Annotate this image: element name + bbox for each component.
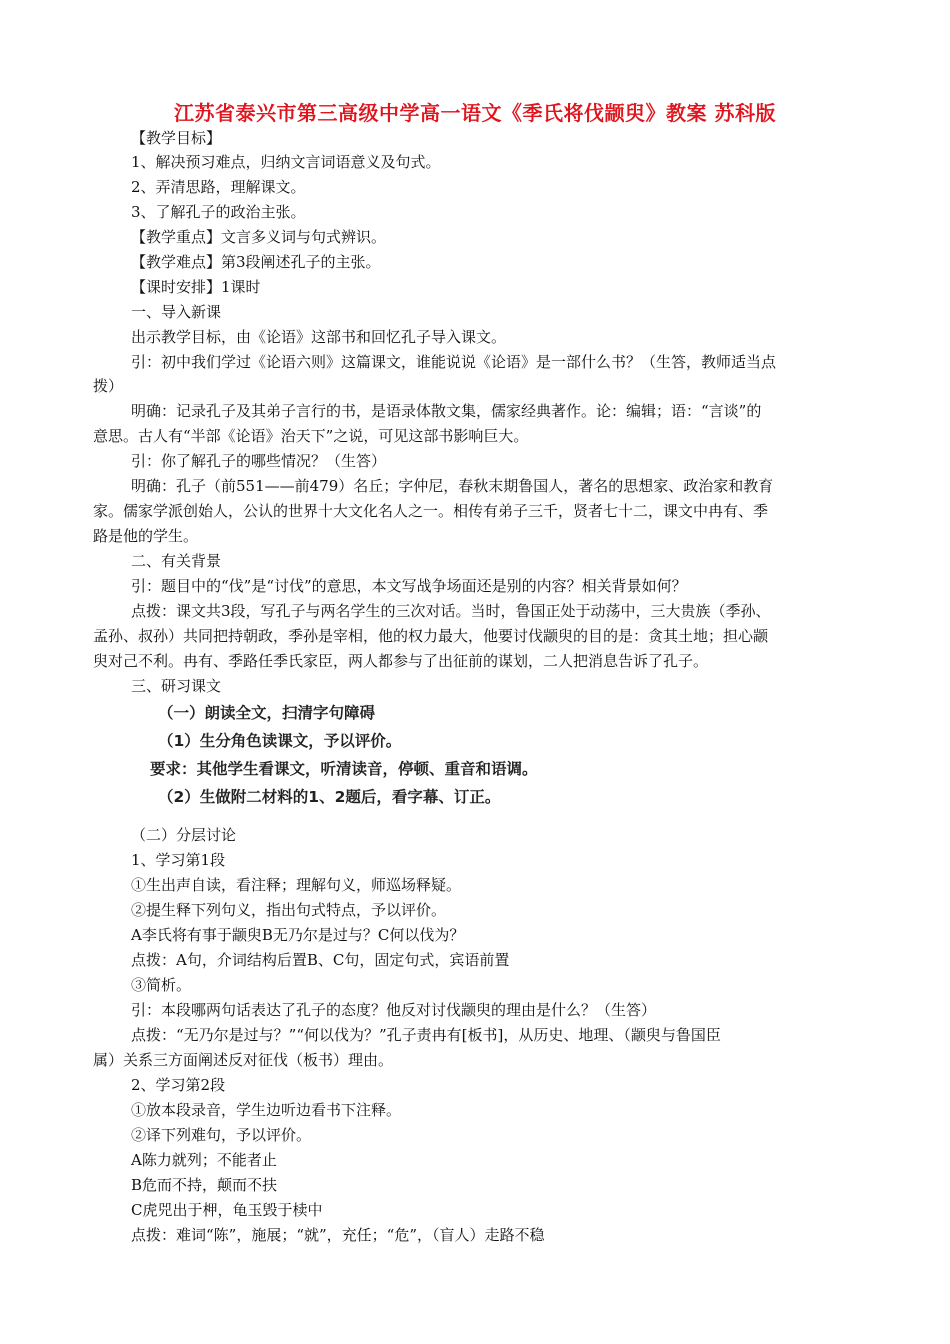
text-line: ②提生释下列句义，指出句式特点，予以评价。 [131, 901, 447, 919]
text-line: 明确：孔子（前551——前479）名丘；字仲尼，春秋末期鲁国人，著名的思想家、政治家和教育 [131, 477, 774, 495]
text-line-bold: （一）朗读全文，扫清字句障碍 [158, 704, 376, 722]
text-line: 点拨：“无乃尔是过与？”“何以伐为？”孔子责冉有[板书]，从历史、地理、（颛臾与鲁国臣 [131, 1026, 721, 1044]
text-line: 点拨：难词“陈”，施展；“就”，充任；“危”，（盲人）走路不稳 [131, 1226, 545, 1244]
text-line: 2、学习第2段 [131, 1076, 226, 1094]
text-line: 【教学难点】第3段阐述孔子的主张。 [131, 253, 381, 271]
text-line-bold: （2）生做附二材料的1、2题后，看字幕、订正。 [158, 788, 501, 806]
text-line: 【教学重点】文言多义词与句式辨识。 [131, 228, 387, 246]
text-line: 出示教学目标，由《论语》这部书和回忆孔子导入课文。 [131, 328, 507, 346]
text-line: 臾对己不利。冉有、季路任季氏家臣，两人都参与了出征前的谋划，二人把消息告诉了孔子。 [93, 652, 709, 670]
text-line: 1、解决预习难点，归纳文言词语意义及句式。 [131, 153, 441, 171]
text-line: ②译下列难句，予以评价。 [131, 1126, 312, 1144]
text-line: 引：本段哪两句话表达了孔子的态度？他反对讨伐颛臾的理由是什么？（生答） [131, 1001, 657, 1019]
text-line: 二、有关背景 [131, 552, 222, 570]
text-line: 3、了解孔子的政治主张。 [131, 203, 306, 221]
text-line: 引：初中我们学过《论语六则》这篇课文，谁能说说《论语》是一部什么书？（生答，教师适当点 [131, 353, 777, 371]
document-title: 江苏省泰兴市第三高级中学高一语文《季氏将伐颛臾》教案 苏科版 [174, 101, 776, 125]
text-line: ①生出声自读，看注释；理解句义，师巡场释疑。 [131, 876, 462, 894]
text-line: 2、弄清思路，理解课文。 [131, 178, 306, 196]
text-line: 意思。古人有“半部《论语》治天下”之说，可见这部书影响巨大。 [93, 427, 529, 445]
text-line: 家。儒家学派创始人，公认的世界十大文化名人之一。相传有弟子三千，贤者七十二，课文中冉有、季 [93, 502, 769, 520]
text-line: ①放本段录音，学生边听边看书下注释。 [131, 1101, 402, 1119]
text-line: 孟孙、叔孙）共同把持朝政，季孙是宰相，他的权力最大，他要讨伐颛臾的目的是：贪其土地；担心颛 [93, 627, 769, 645]
text-line: A李氏将有事于颛臾B无乃尔是过与？C何以伐为？ [131, 926, 465, 944]
text-line: C虎兕出于柙，龟玉毁于椟中 [131, 1201, 323, 1219]
text-line: 三、研习课文 [131, 677, 222, 695]
text-line: B危而不持，颠而不扶 [131, 1176, 278, 1194]
text-line: 引：你了解孔子的哪些情况？（生答） [131, 452, 387, 470]
text-line: 点拨：A句，介词结构后置B、C句，固定句式，宾语前置 [131, 951, 510, 969]
text-line: 拨） [93, 377, 124, 395]
text-line: 【教学目标】 [131, 129, 222, 147]
text-line: ③简析。 [131, 976, 192, 994]
text-line: 点拨：课文共3段，写孔子与两名学生的三次对话。当时，鲁国正处于动荡中，三大贵族（季孙、 [131, 602, 771, 620]
text-line: 【课时安排】1课时 [131, 278, 261, 296]
text-line: 一、导入新课 [131, 303, 222, 321]
text-line: A陈力就列；不能者止 [131, 1151, 277, 1169]
text-line: 引：题目中的“伐”是“讨伐”的意思，本文写战争场面还是别的内容？相关背景如何？ [131, 577, 687, 595]
text-line: 1、学习第1段 [131, 851, 226, 869]
text-line-bold: （1）生分角色读课文，予以评价。 [158, 732, 402, 750]
text-line: 路是他的学生。 [93, 527, 199, 545]
text-line: （二）分层讨论 [131, 826, 237, 844]
text-line-bold: 要求：其他学生看课文，听清读音，停顿、重音和语调。 [150, 760, 538, 778]
text-line: 属）关系三方面阐述反对征伐（板书）理由。 [93, 1051, 394, 1069]
text-line: 明确：记录孔子及其弟子言行的书，是语录体散文集，儒家经典著作。论：编辑；语：“言谈”的 [131, 402, 762, 420]
